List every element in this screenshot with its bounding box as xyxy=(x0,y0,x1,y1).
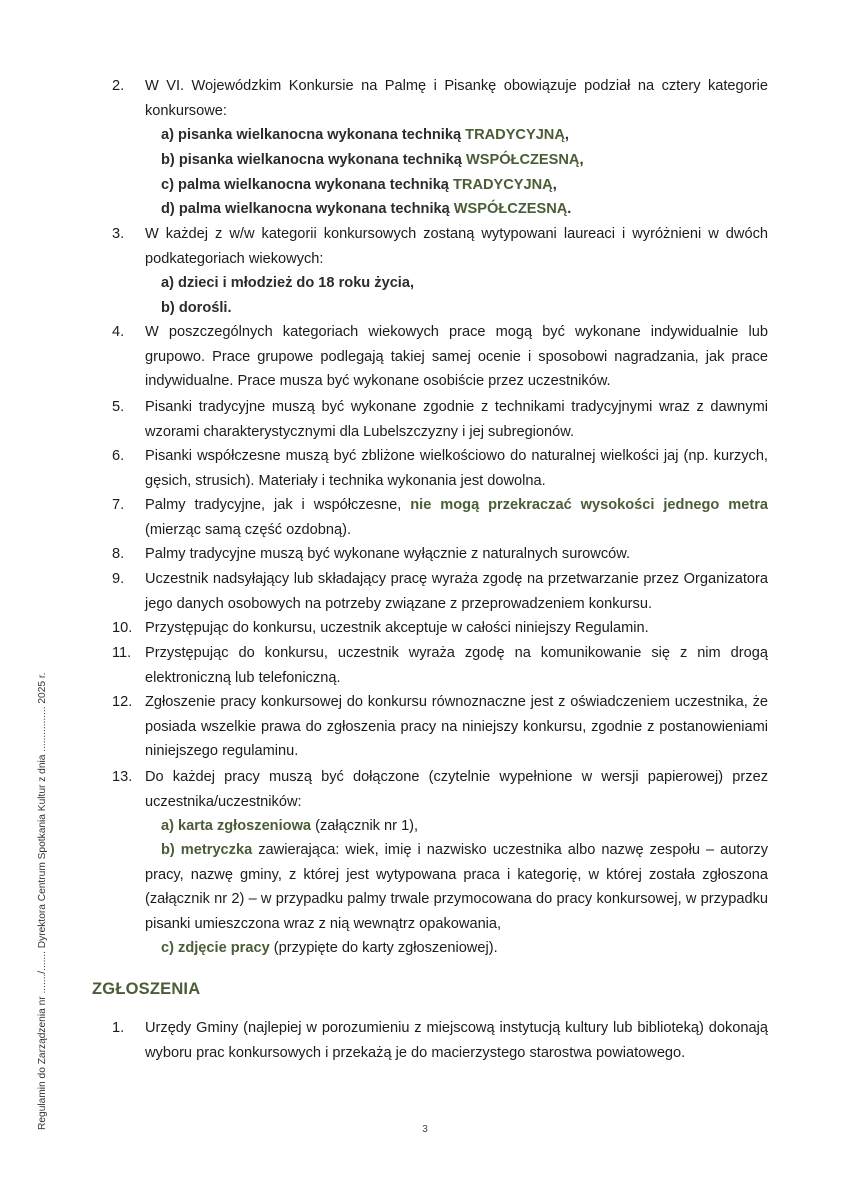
list-item-number: 11. xyxy=(112,645,132,661)
side-margin-note: Regulamin do Zarządzenia nr ......./....... Dyrektora Centrum Spotkania Kultur z dnia ................ 2025 r. xyxy=(37,672,48,1130)
list-item xyxy=(112,74,768,123)
age-group-item: a) dzieci i młodzież do 18 roku życia, xyxy=(161,275,415,291)
attachment-item: c) zdjęcie pracy (przypięte do karty zgłoszeniowej). xyxy=(161,940,498,956)
category-item: a) pisanka wielkanocna wykonana techniką TRADYCYJNĄ, xyxy=(161,127,569,143)
list-item-text: Pisanki tradycyjne muszą być wykonane zgodnie z technikami tradycyjnymi wraz z dawnymi wzorami charakterystycznymi dla Lubelszczyzny i jej subregionów. xyxy=(145,399,768,440)
page-number: 3 xyxy=(422,1124,428,1135)
list-item xyxy=(112,222,768,271)
list-item-text: Pisanki współczesne muszą być zbliżone wielkościowo do naturalnej wielkości jaj (np. kurzych, gęsich, strusich). Materiały i technika wykonania jest dowolna. xyxy=(145,448,768,489)
list-item xyxy=(112,542,768,567)
list-item xyxy=(112,1016,768,1065)
list-item-number: 13. xyxy=(112,769,133,785)
list-item-text: Urzędy Gminy (najlepiej w porozumieniu z miejscową instytucją kultury lub biblioteką) dokonają wyboru prac konkursowych i przekażą je do macierzystego starostwa powiatowego. xyxy=(145,1020,768,1061)
list-item-text: W każdej z w/w kategorii konkursowych zostaną wytypowani laureaci i wyróżnieni w dwóch podkategoriach wiekowych: xyxy=(145,226,768,267)
section-heading: ZGŁOSZENIA xyxy=(92,980,201,998)
list-item-number: 4. xyxy=(112,324,125,340)
list-item xyxy=(112,616,768,641)
list-item-number: 2. xyxy=(112,78,125,94)
list-item xyxy=(112,690,768,764)
list-item xyxy=(112,493,768,542)
list-item-text: Palmy tradycyjne, jak i współczesne, nie mogą przekraczać wysokości jednego metra (mierząc samą część ozdobną). xyxy=(145,497,768,538)
list-item xyxy=(112,567,768,616)
list-item-number: 10. xyxy=(112,620,133,636)
category-item: c) palma wielkanocna wykonana techniką TRADYCYJNĄ, xyxy=(161,177,557,193)
list-item xyxy=(112,641,768,690)
list-item-number: 3. xyxy=(112,226,125,242)
list-item-text: Palmy tradycyjne muszą być wykonane wyłącznie z naturalnych surowców. xyxy=(145,546,631,562)
attachment-item: b) metryczka zawierająca: wiek, imię i nazwisko uczestnika albo nazwę zespołu – autorzy pracy, nazwę gminy, z której jest wytypowana praca i kategorię, w której została zgłoszona (załącznik nr 2) – w przypadku palmy trwale przymocowana do pracy konkursowej, w przypadku pisanki umieszczona wraz z nią wewnątrz opakowania, xyxy=(145,842,768,932)
list-item-number: 7. xyxy=(112,497,125,513)
height-limit-emphasis: nie mogą przekraczać wysokości jednego metra xyxy=(410,497,768,513)
list-item-text: W poszczególnych kategoriach wiekowych prace mogą być wykonane indywidualnie lub grupowo. Prace grupowe podlegają takiej samej ocenie i sposobowi nagradzania, jak prace indywidualne. Prace musza być wykonane osobiście przez uczestników. xyxy=(145,324,768,390)
list-item-number: 6. xyxy=(112,448,125,464)
category-item: b) pisanka wielkanocna wykonana techniką WSPÓŁCZESNĄ, xyxy=(161,152,584,168)
list-item xyxy=(112,765,768,814)
list-item-text: Zgłoszenie pracy konkursowej do konkursu równoznaczne jest z oświadczeniem uczestnika, że posiada wszelkie prawa do zgłoszenia pracy na niniejszy konkursu, zgodnie z postanowieniami niniejszego regulaminu. xyxy=(145,694,768,760)
list-item xyxy=(112,395,768,444)
list-item-text: Uczestnik nadsyłający lub składający pracę wyraża zgodę na przetwarzanie przez Organizatora jego danych osobowych na potrzeby związane z przeprowadzeniem konkursu. xyxy=(145,571,768,612)
age-group-item: b) dorośli. xyxy=(161,300,232,316)
list-item xyxy=(112,320,768,394)
list-item-number: 9. xyxy=(112,571,125,587)
attachment-item: a) karta zgłoszeniowa (załącznik nr 1), xyxy=(161,818,419,834)
list-item xyxy=(112,444,768,493)
list-item-number: 8. xyxy=(112,546,125,562)
list-item-text: Przystępując do konkursu, uczestnik wyraża zgodę na komunikowanie się z nim drogą elektroniczną lub telefoniczną. xyxy=(145,645,768,686)
list-item-number: 5. xyxy=(112,399,125,415)
list-item-text: Do każdej pracy muszą być dołączone (czytelnie wypełnione w wersji papierowej) przez uczestnika/uczestników: xyxy=(145,769,768,810)
list-item-number: 1. xyxy=(112,1020,125,1036)
list-item-text: Przystępując do konkursu, uczestnik akceptuje w całości niniejszy Regulamin. xyxy=(145,620,649,636)
list-item-text: W VI. Wojewódzkim Konkursie na Palmę i Pisankę obowiązuje podział na cztery kategorie konkursowe: xyxy=(145,78,768,119)
category-item: d) palma wielkanocna wykonana techniką WSPÓŁCZESNĄ. xyxy=(161,201,572,217)
list-item-number: 12. xyxy=(112,694,133,710)
